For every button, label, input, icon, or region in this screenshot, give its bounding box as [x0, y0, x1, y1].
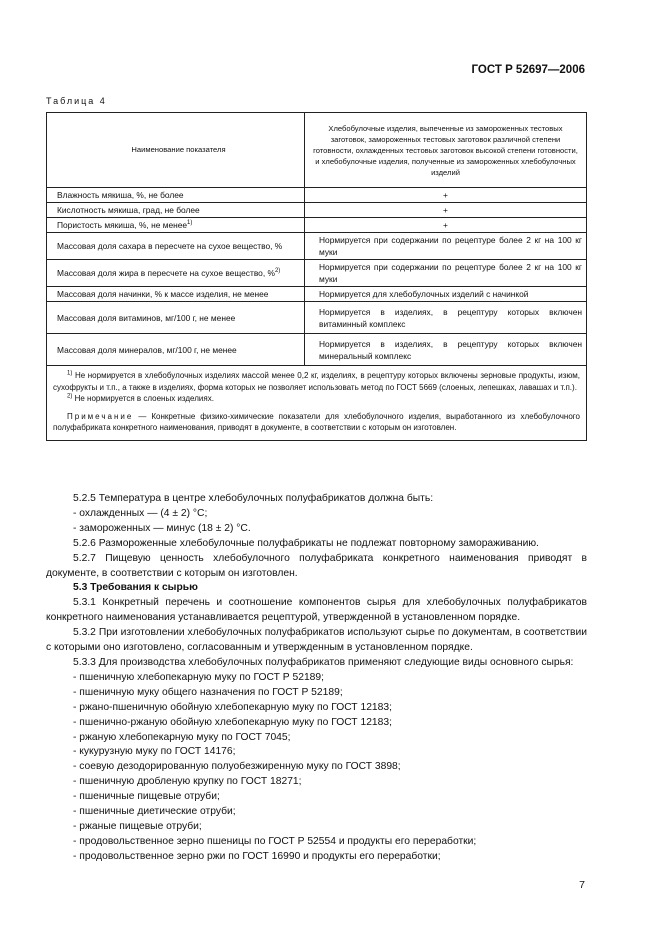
clause-5-3-3: 5.3.3 Для производства хлебобулочных полуфабрикатов применяют следующие виды основного сырья:	[73, 656, 574, 668]
list-item: - пшеничную муку общего назначения по ГОСТ Р 52189;	[73, 686, 343, 698]
list-item: - замороженных — минус (18 ± 2) °С.	[73, 522, 251, 534]
clause-5-2-5: 5.2.5 Температура в центре хлебобулочных полуфабрикатов должна быть:	[73, 493, 434, 504]
clause-5-3-2: 5.3.2 При изготовлении хлебобулочных полуфабрикатов используют сырье по документам, в соответствии с которыми оно изготовлено, согласованным и утвержденным в установленном порядке.	[46, 627, 587, 654]
table-caption: Таблица 4	[46, 96, 107, 106]
footnote-2	[53, 393, 580, 405]
document-standard-number: ГОСТ Р 52697—2006	[471, 64, 585, 76]
footnote-ref: 2)	[274, 268, 281, 275]
footnote-mark: 1)	[67, 370, 73, 377]
row-name-cell	[47, 218, 305, 233]
clause-5-2-6: 5.2.6 Размороженные хлебобулочные полуфабрикаты не подлежат повторному замораживанию.	[73, 537, 539, 549]
footnote-text: Не нормируется в слоеных изделиях.	[74, 394, 214, 403]
clause-5-2-7: 5.2.7 Пищевую ценность хлебобулочного полуфабриката конкретного наименования приводят в документе, в соответствии с которым он изготовлен.	[46, 552, 587, 579]
note-text: — Конкретные физико-химические показатели для хлебобулочного изделия, выработанного из хлебобулочного полуфабриката конкретного наименования, приводят в документе, в соответствии с которым он изготовлен.	[53, 411, 580, 432]
table-row	[47, 260, 587, 287]
row-value: Нормируется при содержании по рецептуре более 2 кг на 100 кг муки	[305, 260, 587, 287]
col-header-products: Хлебобулочные изделия, выпеченные из замороженных тестовых заготовок, замороженных тестовых заготовок различной степени готовности, охлажденных тестовых заготовок высокой степени готовности, и хлебобулочные изделия, полученные из замороженных хлебобулочных изделий	[305, 113, 587, 188]
list-item: - соевую дезодорированную полуобезжиренную муку по ГОСТ 3898;	[73, 761, 401, 773]
row-value: Нормируется в изделиях, в рецептуру которых включен минеральный комплекс	[305, 334, 587, 366]
clause-5-3-1: 5.3.1 Конкретный перечень и соотношение компонентов сырья для хлебобулочных полуфабрикатов конкретного наименования устанавливается рецептурой, утвержденной в установленном порядке.	[46, 597, 587, 624]
row-value: Нормируется в изделиях, в рецептуру которых включен витаминный комплекс	[305, 302, 587, 334]
table-row	[47, 233, 587, 260]
footnote-text: Не нормируется в хлебобулочных изделиях массой менее 0,2 кг, изделиях, в рецептуру которых включены зерновые продукты, изюм, сухофрукты и т.п., а также в изделиях, форма которых не позволяет использовать метод по ГОСТ 5669 (слоеных, лепешках, лавашах и т.п.).	[53, 371, 580, 392]
row-value: +	[305, 203, 587, 218]
table-header-row	[47, 113, 587, 188]
row-name: Массовая доля жира в пересчете на сухое вещество, %	[57, 268, 275, 278]
list-item: - пшеничные диетические отруби;	[73, 806, 236, 818]
footnote-mark: 2)	[67, 393, 73, 400]
table-notes-row	[47, 366, 587, 441]
row-name: Кислотность мякиша, град, не более	[47, 203, 305, 218]
list-item: - пшеничную хлебопекарную муку по ГОСТ Р 52189;	[73, 671, 324, 683]
page-number: 7	[579, 879, 585, 891]
section-heading-5-3: 5.3 Требования к сырью	[73, 582, 198, 594]
table-row	[47, 203, 587, 218]
table-row	[47, 334, 587, 366]
row-name: Массовая доля сахара в пересчете на сухое вещество, %	[47, 233, 305, 260]
footnote-ref: 1)	[187, 220, 193, 227]
col-header-indicator: Наименование показателя	[47, 113, 305, 188]
row-value: +	[305, 188, 587, 203]
table-notes	[47, 366, 587, 441]
row-name: Пористость мякиша, %, не менее	[57, 220, 188, 230]
list-item: - ржано-пшеничную обойную хлебопекарную муку по ГОСТ 12183;	[73, 701, 392, 713]
note-label: Примечание	[67, 411, 134, 421]
row-value: Нормируется для хлебобулочных изделий с начинкой	[305, 287, 587, 302]
list-item: - пшеничные пищевые отруби;	[73, 791, 220, 803]
list-item: - продовольственное зерно ржи по ГОСТ 16990 и продукты его переработки;	[73, 850, 441, 862]
row-name: Влажность мякиша, %, не более	[47, 188, 305, 203]
row-name-cell	[47, 260, 305, 287]
table-row	[47, 287, 587, 302]
body-text	[46, 492, 587, 865]
row-value: +	[305, 218, 587, 233]
table-row	[47, 302, 587, 334]
indicators-table	[46, 112, 587, 441]
list-item: - ржаную хлебопекарную муку по ГОСТ 7045;	[73, 731, 291, 743]
list-item: - продовольственное зерно пшеницы по ГОСТ Р 52554 и продукты его переработки;	[73, 835, 477, 847]
list-item: - пшенично-ржаную обойную хлебопекарную муку по ГОСТ 12183;	[73, 716, 392, 728]
footnote-1	[53, 370, 580, 393]
table-note	[53, 411, 580, 434]
list-item: - охлажденных — (4 ± 2) °С;	[73, 507, 208, 519]
row-name: Массовая доля минералов, мг/100 г, не менее	[47, 334, 305, 366]
row-name: Массовая доля витаминов, мг/100 г, не менее	[47, 302, 305, 334]
row-name: Массовая доля начинки, % к массе изделия, не менее	[47, 287, 305, 302]
list-item: - пшеничную дробленую крупку по ГОСТ 18271;	[73, 776, 302, 788]
row-value: Нормируется при содержании по рецептуре более 2 кг на 100 кг муки	[305, 233, 587, 260]
table-row	[47, 188, 587, 203]
list-item: - ржаные пищевые отруби;	[73, 820, 202, 832]
list-item: - кукурузную муку по ГОСТ 14176;	[73, 746, 236, 758]
table-row	[47, 218, 587, 233]
